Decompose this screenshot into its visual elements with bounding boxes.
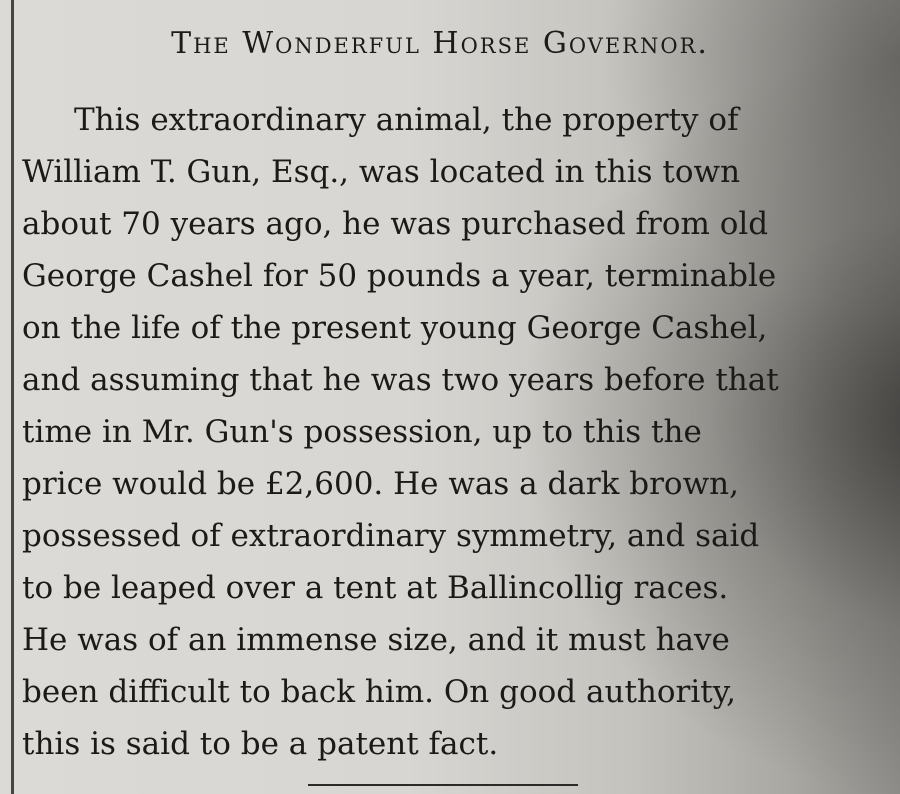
article-line: and assuming that he was two years before that xyxy=(22,362,779,398)
article-body xyxy=(22,94,882,770)
article-line: George Cashel for 50 pounds a year, terminable xyxy=(22,258,777,294)
column-rule xyxy=(11,0,14,794)
article-line: to be leaped over a tent at Ballincollig races. xyxy=(22,570,729,606)
article-line: price would be £2,600. He was a dark brown, xyxy=(22,466,739,502)
article-line: This extraordinary animal, the property of xyxy=(74,102,739,138)
article-line: William T. Gun, Esq., was located in this town xyxy=(22,154,741,190)
article-line: He was of an immense size, and it must have xyxy=(22,622,730,658)
article-line: time in Mr. Gun's possession, up to this the xyxy=(22,414,702,450)
bottom-divider xyxy=(308,784,578,786)
article-line: about 70 years ago, he was purchased from old xyxy=(22,206,769,242)
article-line: been difficult to back him. On good authority, xyxy=(22,674,736,710)
article-title: The Wonderful Horse Governor. xyxy=(171,26,709,61)
article-line: possessed of extraordinary symmetry, and said xyxy=(22,518,760,554)
article-line: this is said to be a patent fact. xyxy=(22,726,499,762)
article-line: on the life of the present young George Cashel, xyxy=(22,310,768,346)
